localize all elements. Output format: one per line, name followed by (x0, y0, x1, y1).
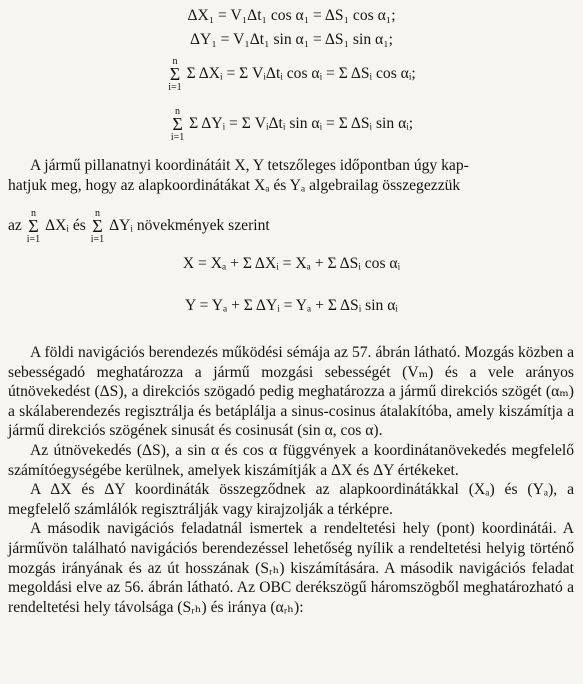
text-fragment: ΔXᵢ (45, 217, 69, 235)
body-text (8, 343, 574, 617)
equation-x-text: X = Xₐ + Σ ΔXᵢ = Xₐ + Σ ΔSᵢ cos αᵢ (182, 255, 401, 272)
paragraph-3: Az útnövekedés (ΔS), a sin α és cos α függvények a koordinátanövekedés megfelelő számítóegységébe kerülnek, amelyek kiszámítják a ΔX és ΔY értékeket. (8, 441, 574, 479)
paragraph-1-line-3 (8, 208, 270, 245)
sum-operator: n Σ i=1 (168, 56, 182, 93)
sum-operator: n Σ i=1 (90, 208, 105, 245)
equation-y (0, 296, 583, 340)
paragraph-1 (8, 156, 574, 195)
text-fragment: növekmények szerint (136, 217, 270, 235)
paragraph-1-line-1: A jármű pillanatnyi koordinátáit X, Y tetszőleges időpontban úgy kap- (30, 157, 469, 174)
equation-dx1: ΔX₁ = V₁Δt₁ cos α₁ = ΔS₁ cos α₁; (187, 7, 396, 24)
equation-sum-dy-text: Σ ΔYᵢ = Σ VᵢΔtᵢ sin αᵢ = Σ ΔSᵢ sin αᵢ; (189, 115, 414, 133)
equation-sum-dy (0, 106, 583, 150)
paragraph-2: A földi navigációs berendezés működési sémája az 57. ábrán látható. Mozgás közben a sebességadó meghatározza a jármű mozgási sebességét (Vₘ) és a vele arányos útnövekedést (ΔS), a direkciós szögadó pedig meghatározza a jármű direkciós szögét (αₘ) a skálaberendezés regisztrálja és betáplálja a sinus-cosinus átalakítóba, amely kiszámítja a jármű direkciós szögének sinusát és cosinusát (sin α, cos α). (8, 344, 574, 440)
sum-operator: n Σ i=1 (170, 106, 185, 143)
equation-sum-dx-text: Σ ΔXᵢ = Σ VᵢΔtᵢ cos αᵢ = Σ ΔSᵢ cos αᵢ; (186, 65, 416, 83)
text-fragment: ΔYᵢ (109, 217, 133, 235)
text-fragment: az (8, 217, 22, 235)
text-fragment: és (72, 217, 86, 235)
paragraph-1-line-2: hatjuk meg, hogy az alapkoordinátákat Xₐ és Yₐ algebrailag összegezzük (8, 176, 461, 194)
paragraph-5: A második navigációs feladatnál ismertek a rendeltetési hely (pont) koordinátái. A járművön található navigációs berendezéssel lehetőség nyílik a rendeltetési helyig történő mozgás irányának és az út hosszának (Sᵣₕ) kiszámítására. A második navigációs feladat megoldási elve az 56. ábrán látható. Az OBC derékszögű háromszögből meghatározható a rendeltetési hely távolsága (Sᵣₕ) és iránya (αᵣₕ): (8, 520, 574, 616)
equation-y-text: Y = Yₐ + Σ ΔYᵢ = Yₐ + Σ ΔSᵢ sin αᵢ (185, 297, 398, 314)
sum-operator: n Σ i=1 (26, 208, 41, 245)
equation-dy1: ΔY₁ = V₁Δt₁ sin α₁ = ΔS₁ sin α₁; (190, 31, 393, 48)
equation-x (0, 254, 583, 298)
paragraph-4: A ΔX és ΔY koordináták összegződnek az alapkoordinátákkal (Xₐ) és (Yₐ), a megfelelő számlálók regisztrálják vagy kirajzolják a térképre. (8, 481, 574, 518)
equation-sum-dx (0, 56, 583, 100)
